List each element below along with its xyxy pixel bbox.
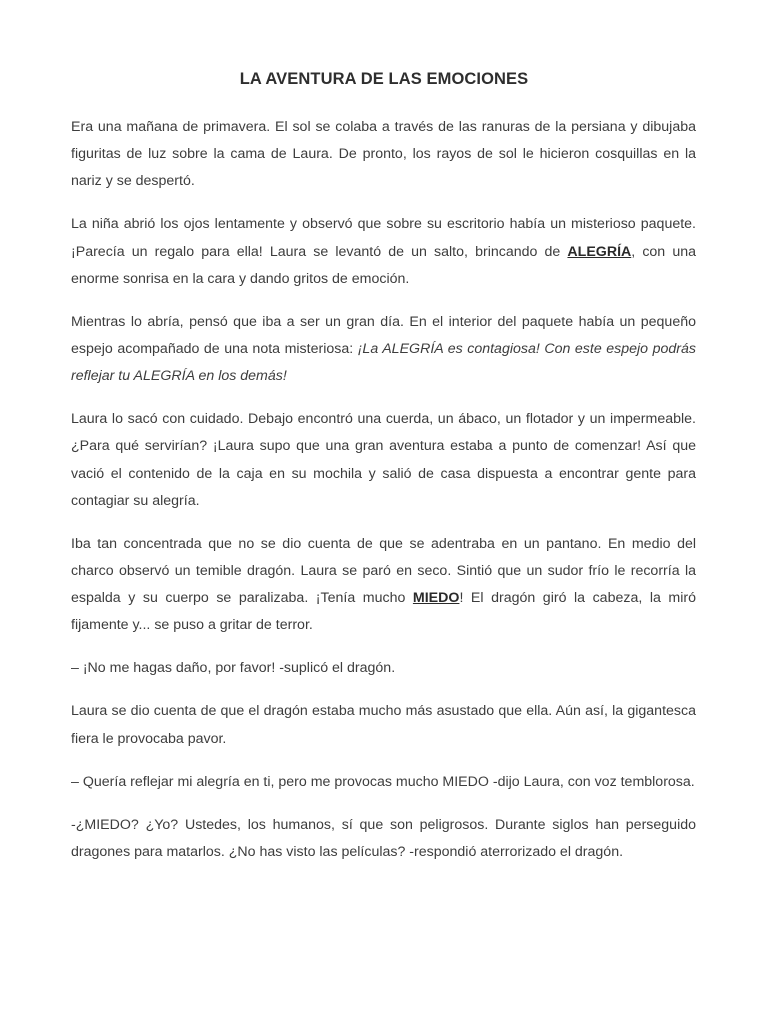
- paragraph-3-text-before: Mientras lo abría, pensó que iba a ser un gran día. En el interior del paquete había un pequeño espejo acompañado de una nota misteriosa:: [71, 313, 696, 358]
- mysterious-note-quote: ¡La ALEGRÍA es contagiosa! Con este espejo podrás reflejar tu ALEGRÍA en los demás!: [71, 341, 696, 385]
- paragraph-5-text-after: ! El dragón giró la cabeza, la miró fijamente y... se puso a gritar de terror.: [71, 590, 696, 634]
- paragraph-6: – ¡No me hagas daño, por favor! -suplicó el dragón.: [71, 660, 396, 677]
- document-body: [71, 114, 696, 882]
- paragraph-5: [71, 531, 696, 640]
- paragraph-2-text-before: La niña abrió los ojos lentamente y observó que sobre su escritorio había un misterioso paquete. ¡Parecía un regalo para ella! Laura se levantó de un salto, brincando de: [71, 216, 696, 260]
- paragraph-4: Laura lo sacó con cuidado. Debajo encontró una cuerda, un ábaco, un flotador y un impermeable. ¿Para qué servirían? ¡Laura supo que una gran aventura estaba a punto de comenzar! Así que vació el contenido de la caja en su mochila y salió de casa dispuesta a encontrar gente para contagiar su alegría.: [71, 411, 696, 509]
- paragraph-3: [71, 309, 696, 391]
- paragraph-8: – Quería reflejar mi alegría en ti, pero me provocas mucho MIEDO -dijo Laura, con voz temblorosa.: [71, 773, 695, 790]
- paragraph-1: Era una mañana de primavera. El sol se colaba a través de las ranuras de la persiana y dibujaba figuritas de luz sobre la cama de Laura. De pronto, los rayos de sol le hicieron cosquillas en la nariz y se despertó.: [71, 119, 696, 190]
- paragraph-9: -¿MIEDO? ¿Yo? Ustedes, los humanos, sí que son peligrosos. Durante siglos han perseguido dragones para matarlos. ¿No has visto las películas? -respondió aterrorizado el dragón.: [71, 816, 696, 860]
- paragraph-2-text-after: , con una enorme sonrisa en la cara y dando gritos de emoción.: [71, 243, 696, 287]
- emotion-miedo-highlight: MIEDO: [412, 590, 460, 607]
- paragraph-2: [71, 211, 696, 293]
- paragraph-5-text-before: Iba tan concentrada que no se dio cuenta de que se adentraba en un pantano. En medio del charco observó un temible dragón. Laura se paró en seco. Sintió que un sudor frío le recorría la espalda y su cuerpo se paralizaba. ¡Tenía mucho: [71, 535, 696, 607]
- paragraph-7: Laura se dio cuenta de que el dragón estaba mucho más asustado que ella. Aún así, la gigantesca fiera le provocaba pavor.: [71, 703, 696, 747]
- document-title: LA AVENTURA DE LAS EMOCIONES: [239, 70, 529, 88]
- emotion-alegria-highlight: ALEGRÍA: [567, 243, 632, 260]
